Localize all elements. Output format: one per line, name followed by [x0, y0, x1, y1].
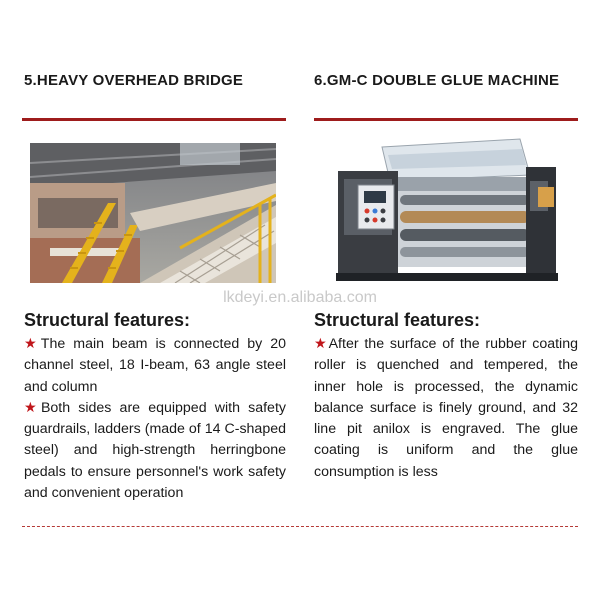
glue-machine-features-heading: Structural features: [314, 310, 481, 330]
glue-machine-title-rule [314, 118, 578, 121]
bridge-title: 5.HEAVY OVERHEAD BRIDGE [24, 72, 244, 89]
bridge-feature-1 [24, 334, 286, 398]
bridge-feature-2 [24, 398, 286, 504]
glue-machine-photo-image [330, 137, 562, 287]
bridge-feature-2-text: Both sides are equipped with safety guardrails, ladders (made of 14 C-shaped steel) and high-strength herringbone pedals to ensure personnel's work safety and convenient operation [24, 399, 286, 502]
glue-machine-title: 6.GM-C DOUBLE GLUE MACHINE [314, 72, 560, 89]
bridge-photo [30, 143, 276, 283]
glue-machine-photo [330, 137, 562, 287]
bridge-photo-image [30, 143, 276, 283]
bottom-dashed-divider [22, 526, 578, 527]
watermark: lkdeyi.en.alibaba.com [223, 289, 377, 306]
bridge-feature-1-text: The main beam is connected by 20 channel steel, 18 I-beam, 63 angle steel and column [24, 336, 286, 395]
glue-machine-feature-1-text: After the surface of the rubber coating roller is quenched and tempered, the inner hole is processed, the dynamic balance surface is finely ground, and 32 line pit anilox is engraved. The glue coating is uniform and the glue consumption is less [314, 336, 578, 480]
bridge-features-heading: Structural features: [24, 310, 191, 330]
bridge-features-list [24, 334, 286, 504]
glue-machine-features-list [314, 334, 578, 483]
star-icon: ★ [24, 336, 41, 352]
glue-machine-feature-1 [314, 334, 578, 483]
star-icon: ★ [314, 336, 329, 352]
star-icon: ★ [24, 399, 41, 416]
bridge-title-rule [22, 118, 286, 121]
